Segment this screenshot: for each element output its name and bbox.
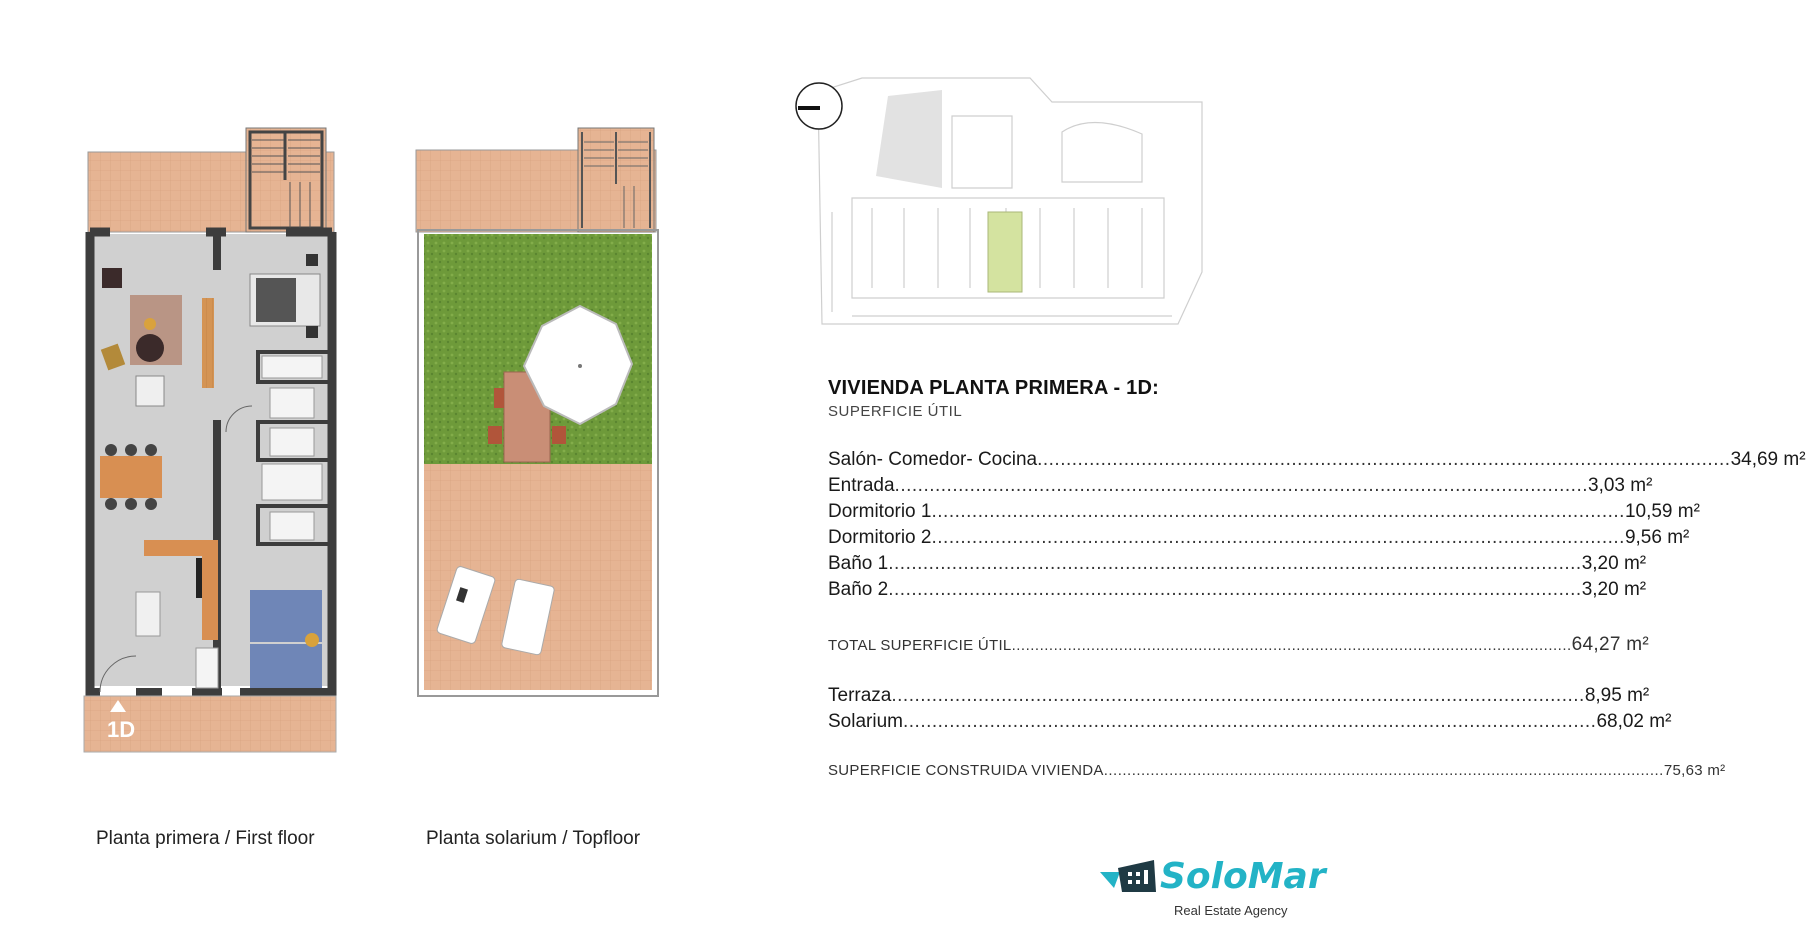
room-value: 3,20 m²	[1581, 579, 1647, 600]
room-name: Baño 1	[828, 553, 889, 574]
extra-value: 68,02 m²	[1596, 711, 1672, 732]
shaded-block	[876, 90, 942, 188]
stairs	[246, 128, 326, 232]
room-value: 9,56 m²	[1624, 527, 1690, 548]
stairs-top	[578, 128, 654, 232]
extra-name: Terraza	[828, 685, 892, 706]
bedroom-2	[250, 590, 322, 688]
room-row	[828, 527, 1690, 553]
room-row	[828, 553, 1647, 579]
extra-row	[828, 711, 1672, 737]
room-name: Entrada	[828, 475, 895, 496]
room-value: 3,03 m²	[1588, 475, 1653, 496]
room-row	[828, 579, 1647, 605]
room-name: Dormitorio 2	[828, 527, 932, 548]
highlighted-unit	[988, 212, 1022, 292]
extra-value: 8,95 m²	[1584, 685, 1650, 706]
room-name: Salón- Comedor- Cocina	[828, 449, 1038, 470]
solarium-plan	[410, 120, 666, 700]
top-floor-caption: Planta solarium / Topfloor	[426, 828, 641, 849]
logo-icon	[1098, 858, 1158, 894]
room-row	[828, 501, 1700, 527]
floor-label: 1D	[107, 717, 136, 742]
built-name: SUPERFICIE CONSTRUIDA VIVIENDA	[828, 762, 1104, 779]
extra-row	[828, 685, 1650, 711]
built-row	[828, 762, 1726, 788]
room-value: 3,20 m²	[1581, 553, 1647, 574]
spec-title: VIVIENDA PLANTA PRIMERA - 1D:	[828, 377, 1159, 399]
first-floor-caption: Planta primera / First floor	[96, 828, 315, 849]
room-value: 34,69 m²	[1730, 449, 1806, 470]
dining-table	[100, 444, 162, 510]
extras-list	[828, 685, 1672, 737]
brand-name: SoloMar	[1160, 856, 1326, 897]
brand-tagline: Real Estate Agency	[1174, 903, 1288, 918]
room-name: Baño 2	[828, 579, 889, 600]
room-row	[828, 449, 1806, 475]
spec-subtitle: SUPERFICIE ÚTIL	[828, 403, 963, 420]
north-arrow-icon	[796, 83, 842, 129]
first-floor-plan	[80, 120, 342, 760]
built-value: 75,63 m²	[1663, 762, 1726, 779]
total-row	[828, 634, 1650, 660]
extra-name: Solarium	[828, 711, 903, 732]
rooms-list	[828, 449, 1806, 605]
room-name: Dormitorio 1	[828, 501, 932, 522]
room-row	[828, 475, 1653, 501]
site-key-plan	[792, 72, 1212, 344]
room-value: 10,59 m²	[1624, 501, 1700, 522]
total-value: 64,27 m²	[1571, 634, 1650, 655]
total-name: TOTAL SUPERFICIE ÚTIL	[828, 637, 1012, 654]
